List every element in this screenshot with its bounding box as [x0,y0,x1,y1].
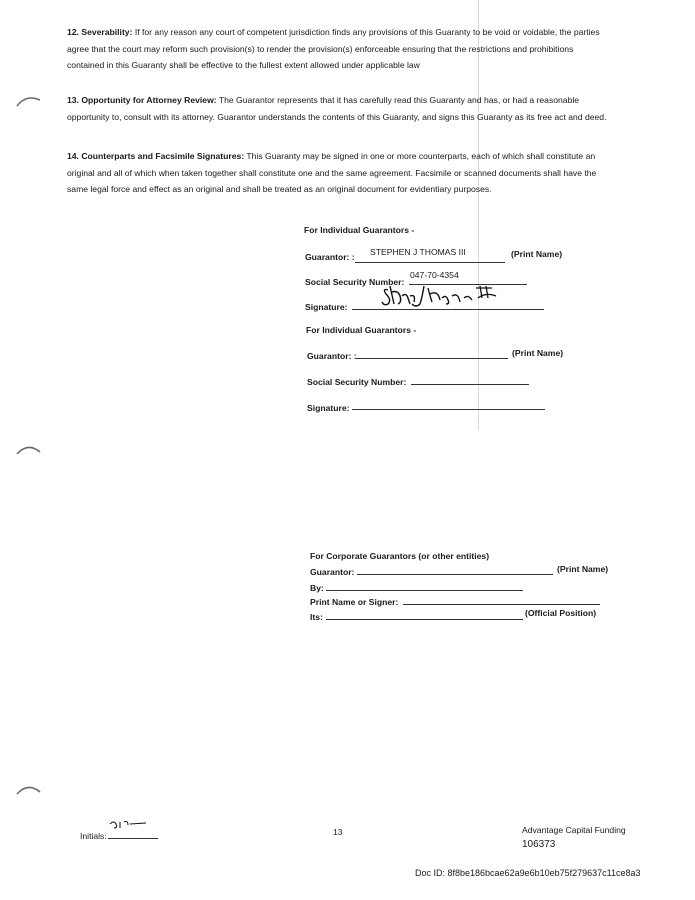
corporate-guarantor-line[interactable] [357,574,553,575]
guarantor-line[interactable] [355,262,505,263]
ssn-value: 047-70-4354 [410,270,459,280]
signature-label: Signature: [307,403,350,413]
corporate-guarantor-header: For Corporate Guarantors (or other entities) [310,551,490,561]
guarantor-label: Guarantor: : [305,252,355,262]
guarantor-label: Guarantor: : [307,351,357,361]
print-name-label: (Print Name) [511,249,563,259]
page-number: 13 [333,827,343,837]
its-label: Its: [310,612,323,622]
initials-label: Initials: [80,831,107,841]
signature-label: Signature: [305,302,348,312]
ssn-label: Social Security Number: [307,377,407,387]
section-body: The Guarantor represents that it has carefully read this Guaranty and has, or had a reasonable opportunity to, consult with its attorney. Guarantor understands the contents of this Guaranty, and signs this Guaranty as its free act and deed. [67,95,607,122]
punch-hole-mark [14,440,42,462]
individual-guarantor-header: For Individual Guarantors - [306,325,417,335]
signature-line[interactable] [352,409,545,410]
signer-label: Print Name or Signer: [310,597,399,607]
section-heading: 12. Severability: [67,27,133,37]
ssn-line[interactable] [411,384,529,385]
punch-hole-mark [14,90,42,112]
signer-line[interactable] [403,604,600,605]
doc-id: Doc ID: 8f8be186bcae62a9e6b10eb75f279637c11ce8a3 [415,868,641,878]
section-severability [67,24,607,74]
by-line[interactable] [326,590,523,591]
reference-number: 106373 [522,839,556,850]
print-name-label: (Print Name) [512,348,564,358]
punch-hole-mark [14,780,42,802]
initials-line[interactable] [108,838,158,839]
section-heading: 14. Counterparts and Facsimile Signatures: [67,151,245,161]
guarantor-line[interactable] [356,358,508,359]
section-body: This Guaranty may be signed in one or more counterparts, each of which shall constitute an original and all of which when taken together shall constitute one and the same agreement. Facsimile or scanned documents shall have the same legal force and effect as an original and shall be treated as an original document for evidentiary purposes. [67,151,597,194]
print-name-label: (Print Name) [557,564,609,574]
section-counterparts [67,148,607,198]
official-position-label: (Official Position) [525,608,597,618]
company-name: Advantage Capital Funding [522,825,626,835]
ssn-label: Social Security Number: [305,277,405,287]
handwritten-initials [108,818,148,830]
section-heading: 13. Opportunity for Attorney Review: [67,95,217,105]
handwritten-signature [380,280,505,310]
by-label: By: [310,583,324,593]
corporate-guarantor-label: Guarantor: [310,567,355,577]
guarantor-name-value: STEPHEN J THOMAS III [370,247,466,257]
section-body: If for any reason any court of competent jurisdiction finds any provisions of this Guaranty to be void or voidable, the parties agree that the court may reform such provision(s) to render the provision(s) enforceable ensuring that the restrictions and prohibitions contained in this Guaranty shall be effective to the fullest extent allowed under applicable law [67,27,600,70]
individual-guarantor-header: For Individual Guarantors - [304,225,415,235]
section-attorney-review [67,92,607,125]
its-line[interactable] [326,619,523,620]
